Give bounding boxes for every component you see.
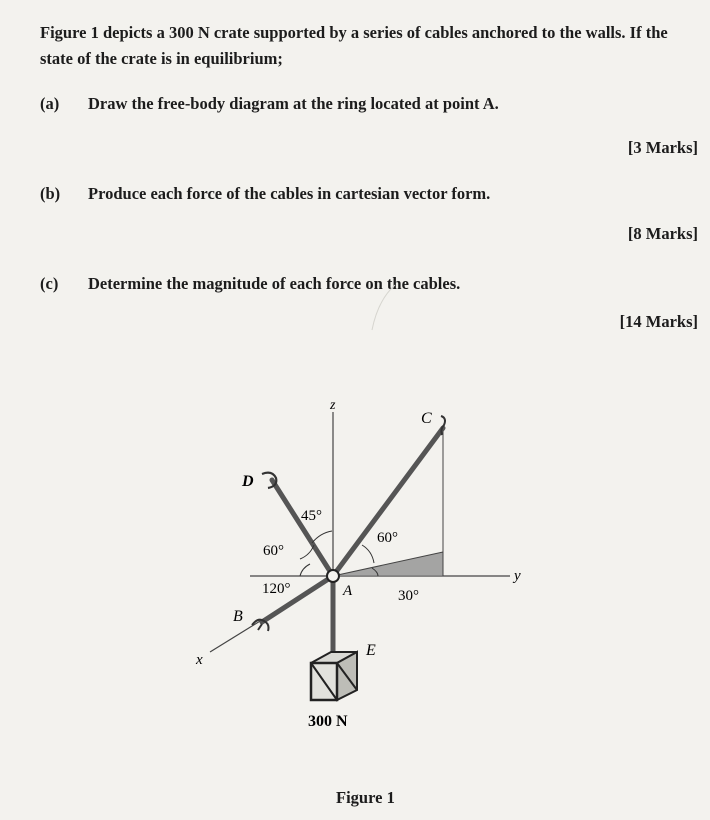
- question-b-label: (b): [40, 184, 61, 203]
- arc-45: [312, 531, 332, 543]
- label-x-axis: x: [196, 652, 203, 668]
- cable-ac: [333, 428, 443, 576]
- cable-ad: [272, 480, 333, 576]
- label-angle-30: 30°: [398, 588, 419, 604]
- question-b-marks: [8 Marks]: [627, 224, 698, 243]
- label-load: 300 N: [308, 713, 348, 730]
- ring-a: [327, 570, 339, 582]
- label-point-a: A: [343, 583, 353, 599]
- label-angle-60-right: 60°: [377, 530, 398, 546]
- label-point-e: E: [366, 642, 376, 659]
- label-point-c: C: [421, 410, 432, 427]
- label-angle-60-left: 60°: [263, 543, 284, 559]
- question-a-marks: [3 Marks]: [627, 138, 698, 157]
- crate: [311, 652, 357, 700]
- figure-caption: Figure 1: [336, 788, 395, 807]
- problem-statement: Figure 1 depicts a 300 N crate supported by a series of cables anchored to the walls. If the state of the crate is in equilibrium;: [40, 23, 668, 68]
- question-c-marks: [14 Marks]: [619, 312, 698, 331]
- question-a-label: (a): [40, 94, 60, 113]
- label-angle-120: 120°: [262, 581, 291, 597]
- arc-120: [300, 564, 310, 576]
- question-c-label: (c): [40, 274, 59, 293]
- arc-60-right: [362, 545, 374, 563]
- question-c-text: Determine the magnitude of each force on the cables.: [88, 274, 461, 293]
- label-y-axis: y: [514, 568, 521, 584]
- question-a-text: Draw the free-body diagram at the ring located at point A.: [88, 94, 499, 113]
- label-point-d: D: [242, 473, 254, 490]
- question-b-text: Produce each force of the cables in cartesian vector form.: [88, 184, 491, 203]
- label-angle-45: 45°: [301, 508, 322, 524]
- pencil-mark: [372, 285, 395, 330]
- label-z-axis: z: [330, 398, 336, 413]
- label-point-b: B: [233, 608, 243, 625]
